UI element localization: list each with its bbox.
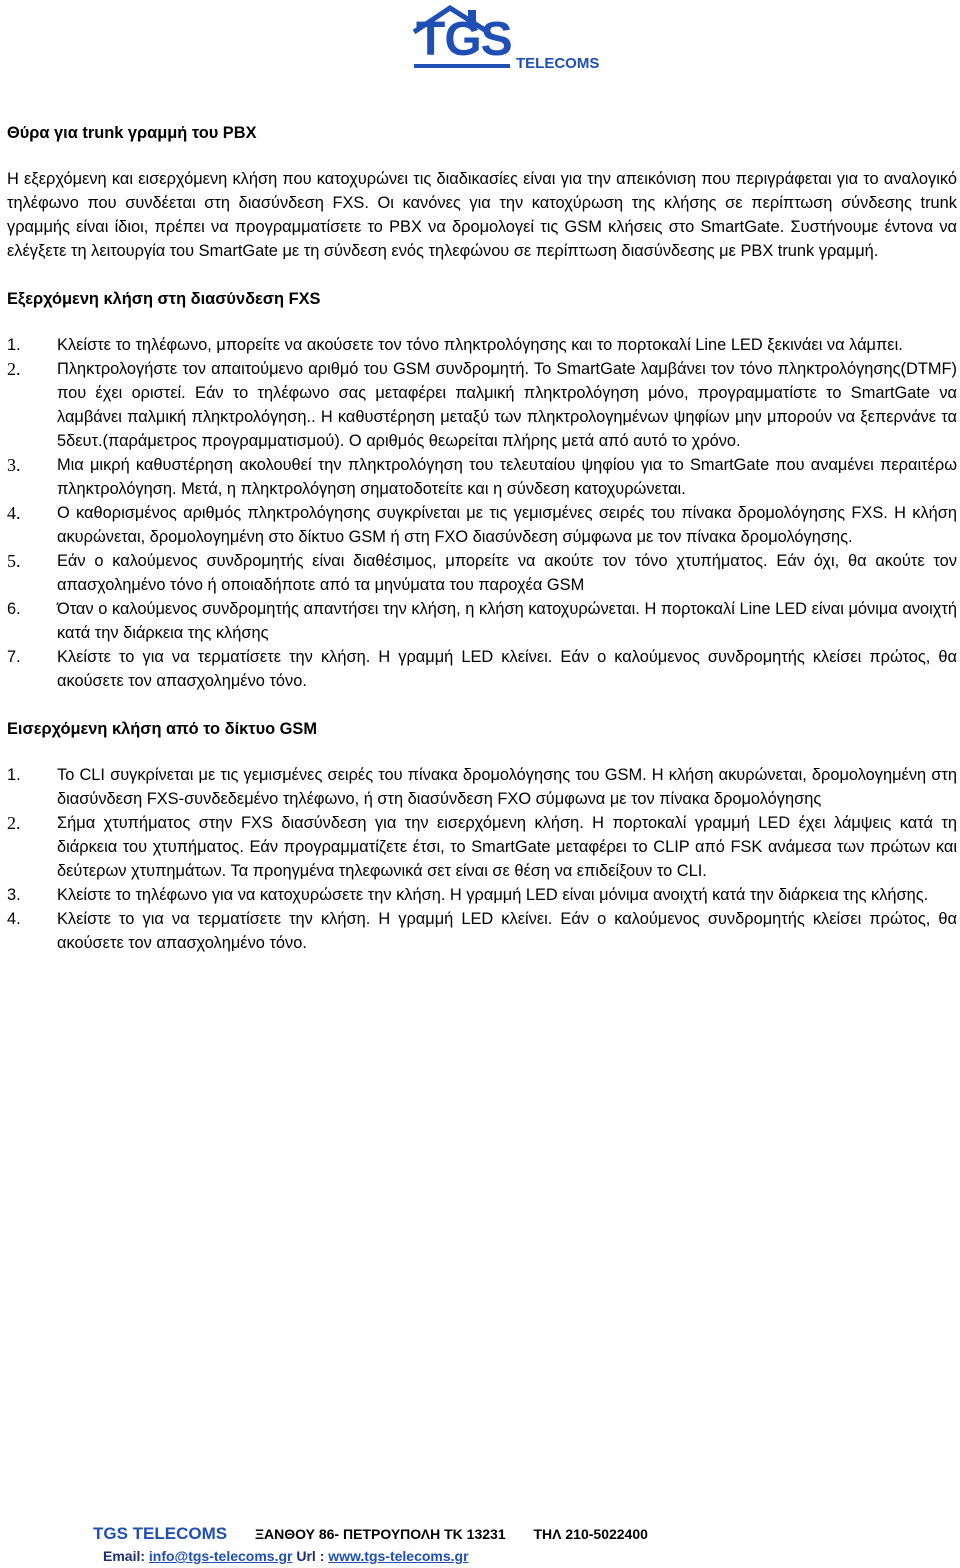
- section-title-incoming: Εισερχόμενη κλήση από το δίκτυο GSM: [7, 720, 318, 738]
- footer-url-label: Url :: [296, 1548, 325, 1564]
- outgoing-steps-list: [7, 333, 957, 693]
- list-item-text: Κλείστε το για να τερματίσετε την κλήση. Η γραμμή LED κλείνει. Εάν ο καλούμενος συνδρομητής κλείσει πρώτος, θα ακούσετε τον απασχολημένο τόνο.: [57, 648, 957, 690]
- footer-address: ΞΑΝΘΟΥ 86- ΠΕΤΡΟΥΠΟΛΗ ΤΚ 13231: [255, 1526, 506, 1542]
- list-item-text: Πληκτρολογήστε τον απαιτούμενο αριθμό του GSM συνδρομητή. Το SmartGate λαμβάνει τον τόνο πληκτρολόγησης(DTMF) που έχει οριστεί. Εάν το τηλέφωνο σας μεταφέρει παλμική πληκτρολόγηση μόνο, προγραμματίστε το SmartGate να λαμβάνει παλμική πληκτρολόγηση.. Η καθυστέρηση μεταξύ των πληκτρολογημένων ψηφίων μην μπορούν να ξεπερνάνε τα 5δευτ.(παράμετρος προγραμματισμού). Ο αριθμός θεωρείται πλήρης μετά από αυτό το χρόνο.: [57, 360, 957, 450]
- list-item-number: 7.: [7, 648, 21, 666]
- list-item: [7, 597, 957, 645]
- list-item-text: Ο καθορισμένος αριθμός πληκτρολόγησης συγκρίνεται με τις γεμισμένες σειρές του πίνακα δρομολόγησης FXS. Η κλήση ακυρώνεται, δρομολογημένη στο δίκτυο GSM ή στη FXO διασύνδεση σύμφωνα με τον πίνακα δρομολόγησης.: [57, 504, 957, 546]
- list-item: [7, 763, 957, 811]
- list-item-number: 3.: [7, 455, 21, 475]
- section-title-trunk: Θύρα για trunk γραμμή του PBX: [7, 124, 257, 142]
- list-item-text: Σήμα χτυπήματος στην FXS διασύνδεση για την εισερχόμενη κλήση. Η πορτοκαλί γραμμή LED έχει λάμψεις κατά τη διάρκεια του χτυπήματος. Εάν προγραμματίζετε έτσι, το SmartGate μεταφέρει το CLIP από FSK ανάμεσα των πρώτων και δεύτερων χτυπημάτων. Τα προηγμένα τηλεφωνικά σετ είναι σε θέση να επιδείξουν το CLI.: [57, 814, 957, 880]
- list-item-number: 2.: [7, 359, 21, 379]
- list-item: [7, 811, 957, 883]
- list-item-text: Όταν ο καλούμενος συνδρομητής απαντήσει την κλήση, η κλήση κατοχυρώνεται. Η πορτοκαλί Line LED είναι μόνιμα ανοιχτή κατά την διάρκεια της κλήσης: [57, 600, 957, 642]
- list-item: [7, 549, 957, 597]
- section-title-outgoing: Εξερχόμενη κλήση στη διασύνδεση FXS: [7, 290, 321, 308]
- footer-company-line: [93, 1524, 648, 1544]
- list-item-text: Κλείστε το για να τερματίσετε την κλήση. Η γραμμή LED κλείνει. Εάν ο καλούμενος συνδρομητής κλείσει πρώτος, θα ακούσετε τον απασχολημένο τόνο.: [57, 910, 957, 952]
- intro-paragraph: Η εξερχόμενη και εισερχόμενη κλήση που κατοχυρώνει τις διαδικασίες είναι για την απεικόνιση που περιγράφεται για το αναλογικό τηλέφωνο που συνδέεται στη διασύνδεση FXS. Οι κανόνες για την κατοχύρωση της κλήσης σε περίπτωση σύνδεσης trunk γραμμής είναι ίδιοι, πρέπει να προγραμματίσετε το PBX να δρομολογεί τις GSM κλήσεις στο SmartGate. Συστήνουμε έντονα να ελέγξετε τη λειτουργία του SmartGate με τη σύνδεση ενός τηλεφώνου σε περίπτωση διασύνδεσης με PBX trunk γραμμή.: [7, 170, 957, 260]
- list-item-number: 1.: [7, 336, 21, 354]
- footer-phone: ΤΗΛ 210-5022400: [533, 1526, 648, 1542]
- company-logo: [412, 4, 612, 72]
- list-item-text: Κλείστε το τηλέφωνο για να κατοχυρώσετε την κλήση. Η γραμμή LED είναι μόνιμα ανοιχτή κατά την διάρκεια της κλήσης.: [57, 886, 929, 904]
- list-item-text: Μια μικρή καθυστέρηση ακολουθεί την πληκτρολόγηση του τελευταίου ψηφίου για το SmartGate που αναμένει περαιτέρω πληκτρολόγηση. Μετά, η πληκτρολόγηση σηματοδοτείτε και η σύνδεση κατοχυρώνεται.: [57, 456, 957, 498]
- document-body: [7, 121, 957, 955]
- footer-contact-line: [103, 1548, 469, 1564]
- list-item: [7, 883, 957, 907]
- list-item: [7, 357, 957, 453]
- list-item: [7, 907, 957, 955]
- list-item-text: Εάν ο καλούμενος συνδρομητής είναι διαθέσιμος, μπορείτε να ακούτε τον τόνο χτυπήματος. Εάν όχι, θα ακούτε τον απασχολημένο τόνο ή οποιαδήποτε από τα μηνύματα του παροχέα GSM: [57, 552, 957, 594]
- footer-email-label: Email:: [103, 1548, 146, 1564]
- list-item: [7, 453, 957, 501]
- footer-email-link[interactable]: info@tgs-telecoms.gr: [148, 1548, 293, 1564]
- list-item-number: 6.: [7, 600, 21, 618]
- footer-url-link[interactable]: www.tgs-telecoms.gr: [328, 1548, 469, 1564]
- list-item-number: 5.: [7, 551, 21, 571]
- list-item: [7, 645, 957, 693]
- list-item-number: 3.: [7, 886, 21, 904]
- list-item-number: 1.: [7, 766, 21, 784]
- list-item-number: 2.: [7, 813, 21, 833]
- incoming-steps-list: [7, 763, 957, 955]
- list-item-number: 4.: [7, 503, 21, 523]
- list-item-text: Το CLI συγκρίνεται με τις γεμισμένες σειρές του πίνακα δρομολόγησης του GSM. Η κλήση ακυρώνεται, δρομολογημένη στη διασύνδεση FXS-συνδεδεμένο τηλέφωνο, ή στη διασύνδεση FXO σύμφωνα με τον πίνακα δρομολόγησης: [57, 766, 957, 808]
- list-item: [7, 501, 957, 549]
- logo-subtitle: TELECOMS: [516, 55, 600, 72]
- list-item-number: 4.: [7, 910, 21, 928]
- logo-name: TGS: [416, 13, 512, 66]
- list-item-text: Κλείστε το τηλέφωνο, μπορείτε να ακούσετε τον τόνο πληκτρολόγησης και το πορτοκαλί Line LED ξεκινάει να λάμπει.: [57, 336, 903, 354]
- list-item: [7, 333, 957, 357]
- footer-brand: TGS TELECOMS: [93, 1524, 228, 1543]
